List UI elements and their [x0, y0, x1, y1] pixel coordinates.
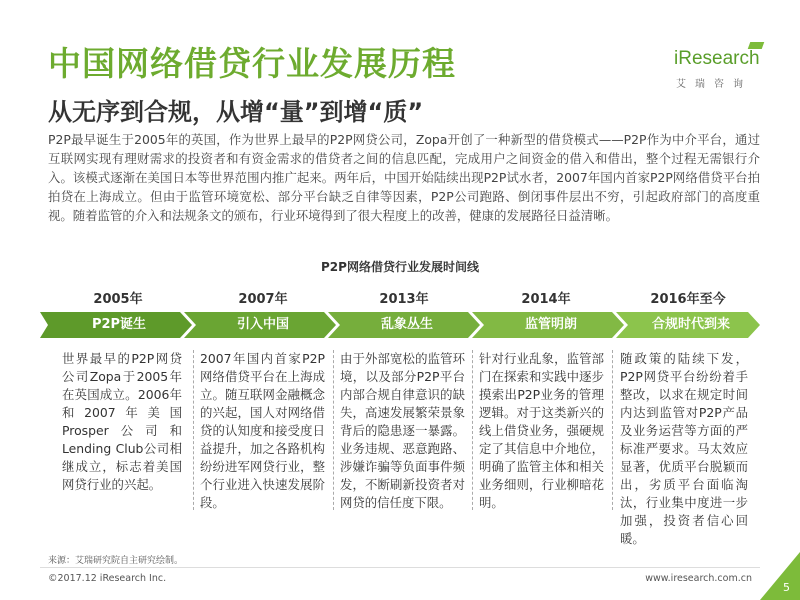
dashed-divider — [333, 350, 334, 510]
stage-description: 世界最早的P2P网贷公司Zopa于2005年在英国成立。2006年和2007年美国Prosper公司和Lending Club公司相继成立，标志着美国网贷行业的兴起。 — [62, 351, 182, 492]
footer-divider — [40, 567, 760, 568]
dashed-divider — [193, 350, 194, 510]
page-number: 5 — [783, 581, 790, 594]
stage-description: 2007年国内首家P2P网络借贷平台在上海成立。随互联网金融概念的兴起，国人对网络借贷的认知度和接受度日益提升，加之各路机构纷纷进军网贷行业，整个行业进入快速发展阶段。 — [200, 351, 325, 510]
dashed-divider — [612, 350, 613, 510]
timeline-years — [48, 288, 760, 308]
year-label: 2007年 — [238, 292, 288, 307]
stage-description: 随政策的陆续下发，P2P网贷平台纷纷着手整改，以求在规定时间内达到监管对P2P产品及业务运营等方面的严标准严要求。马太效应显著，优质平台脱颖而出，劣质平台面临淘汰，行业集中度进一步加强，投资者信心回暖。 — [620, 351, 748, 546]
copyright: ©2017.12 iResearch Inc. — [48, 573, 167, 584]
intro-paragraph: P2P最早诞生于2005年的英国，作为世界上最早的P2P网贷公司，Zopa开创了一种新型的借贷模式——P2P作为中介平台，通过互联网实现有理财需求的投资者和有资金需求的借贷者之间的信息匹配，完成用户之间资金的借入和借出，整个过程无需银行介入。该模式逐渐在美国日本等世界范围内推广起来。两年后，中国开始陆续出现P2P试水者，2007年国内首家P2P网络借贷平台拍拍贷在上海成立。但由于监管环境宽松、部分平台缺乏自律等因素，P2P公司跑路、倒闭事件层出不穷，引起政府部门的高度重视。随着监管的介入和法规条文的颁布，行业环境得到了很大程度上的改善，健康的发展路径日益清晰。 — [48, 132, 760, 223]
stage-label-introduce-china: 引入中国 — [236, 317, 289, 332]
year-label: 2016年至今 — [650, 292, 726, 307]
stage-label-compliance-era: 合规时代到来 — [651, 317, 730, 332]
logo-wordmark: iResearch — [674, 48, 760, 69]
stage-description: 由于外部宽松的监管环境，以及部分P2P平台内部合规自律意识的缺失，高速发展繁荣景象背后的隐患逐一暴露。业务违规、恶意跑路、涉嫌诈骗等负面事件频发，不断刷新投资者对网贷的信任度下限。 — [340, 351, 465, 510]
stage-label-regulation-clear: 监管明朗 — [524, 317, 577, 332]
page-subtitle: 从无序到合规，从增“量”到增“质” — [48, 98, 424, 126]
timeline-band — [40, 312, 760, 338]
page-title: 中国网络借贷行业发展历程 — [48, 44, 456, 83]
page-corner-decoration — [760, 552, 800, 600]
website-link[interactable]: www.iresearch.com.cn — [645, 573, 752, 584]
year-label: 2005年 — [93, 292, 143, 307]
stage-label-p2p-birth: P2P诞生 — [91, 317, 147, 332]
stage-label-chaos: 乱象丛生 — [380, 317, 433, 332]
logo-chinese-name: 艾瑞咨询 — [676, 79, 752, 90]
iresearch-logo — [664, 40, 774, 98]
timeline-title: P2P网络借贷行业发展时间线 — [321, 260, 479, 274]
dashed-divider — [472, 350, 473, 510]
year-label: 2013年 — [379, 292, 429, 307]
year-label: 2014年 — [521, 292, 571, 307]
stage-description: 针对行业乱象，监管部门在探索和实践中逐步摸索出P2P业务的管理逻辑。对于这类新兴的线上借贷业务，强硬规定了其信息中介地位，明确了监管主体和相关业务细则，行业柳暗花明。 — [479, 351, 604, 510]
source-note: 来源：艾瑞研究院自主研究绘制。 — [48, 556, 184, 566]
